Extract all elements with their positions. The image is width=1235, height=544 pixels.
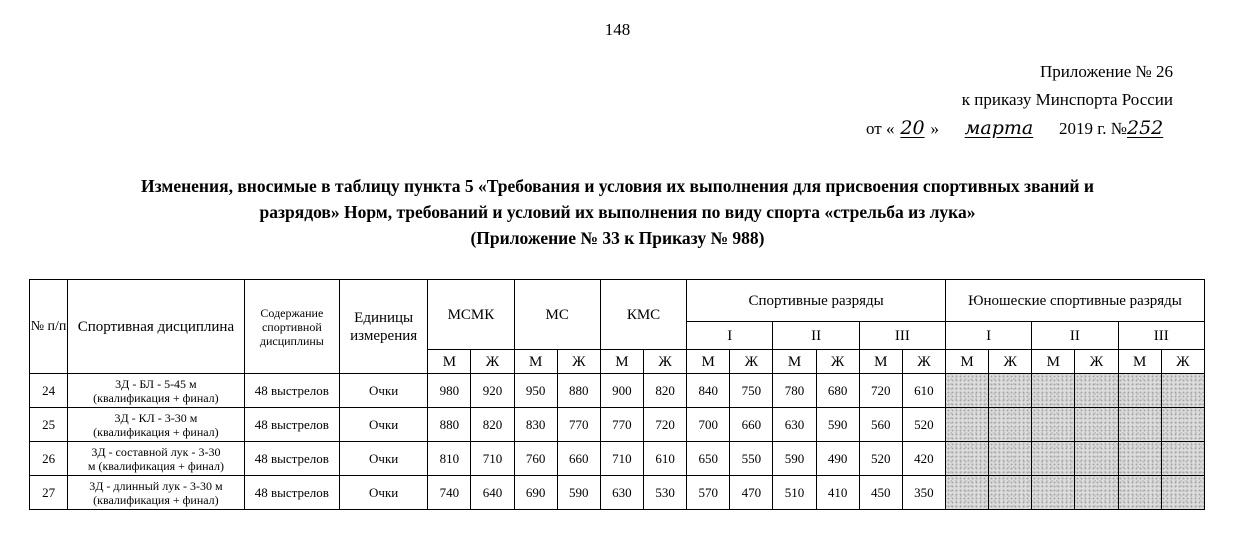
value-cell: 720 bbox=[644, 408, 687, 442]
value-cell: 700 bbox=[687, 408, 730, 442]
header-youth-rank-3: III bbox=[1118, 322, 1204, 350]
value-cell: 350 bbox=[902, 476, 945, 510]
shaded-cell bbox=[1118, 442, 1161, 476]
row-content: 48 выстрелов bbox=[244, 408, 339, 442]
header-rank-2: II bbox=[773, 322, 859, 350]
header-female: Ж bbox=[816, 350, 859, 374]
discipline-line: 3Д - длинный лук - 3-30 м bbox=[89, 478, 223, 493]
header-male: М bbox=[946, 350, 989, 374]
value-cell: 640 bbox=[471, 476, 514, 510]
discipline-line: (квалификация + финал) bbox=[93, 492, 219, 507]
shaded-cell bbox=[1075, 408, 1118, 442]
value-cell: 710 bbox=[600, 442, 643, 476]
value-cell: 420 bbox=[902, 442, 945, 476]
header-content: Содержание спортивной дисциплины bbox=[244, 280, 339, 374]
header-units: Единицы измерения bbox=[340, 280, 428, 374]
row-discipline bbox=[68, 374, 245, 408]
value-cell: 840 bbox=[687, 374, 730, 408]
header-rank-3: III bbox=[859, 322, 945, 350]
row-content: 48 выстрелов bbox=[244, 442, 339, 476]
discipline-line: (квалификация + финал) bbox=[93, 390, 219, 405]
header-female: Ж bbox=[730, 350, 773, 374]
shaded-cell bbox=[946, 476, 989, 510]
handwritten-day: 20 bbox=[900, 117, 925, 139]
shaded-cell bbox=[1075, 476, 1118, 510]
value-cell: 830 bbox=[514, 408, 557, 442]
shaded-cell bbox=[989, 442, 1032, 476]
value-cell: 610 bbox=[644, 442, 687, 476]
header-female: Ж bbox=[557, 350, 600, 374]
header-msmk: МСМК bbox=[428, 280, 514, 350]
shaded-cell bbox=[1075, 374, 1118, 408]
value-cell: 660 bbox=[730, 408, 773, 442]
header-male: М bbox=[859, 350, 902, 374]
value-cell: 510 bbox=[773, 476, 816, 510]
header-female: Ж bbox=[644, 350, 687, 374]
shaded-cell bbox=[1032, 374, 1075, 408]
title-line1: Изменения, вносимые в таблицу пункта 5 «Требования и условия их выполнения для присвоения спортивных званий и bbox=[141, 176, 1094, 196]
value-cell: 710 bbox=[471, 442, 514, 476]
row-num: 25 bbox=[30, 408, 68, 442]
title-line2: разрядов» Норм, требований и условий их выполнения по виду спорта «стрельба из лука» bbox=[259, 202, 976, 222]
row-num: 26 bbox=[30, 442, 68, 476]
row-num: 27 bbox=[30, 476, 68, 510]
value-cell: 780 bbox=[773, 374, 816, 408]
header-female: Ж bbox=[989, 350, 1032, 374]
value-cell: 450 bbox=[859, 476, 902, 510]
value-cell: 410 bbox=[816, 476, 859, 510]
value-cell: 770 bbox=[557, 408, 600, 442]
value-cell: 980 bbox=[428, 374, 471, 408]
discipline-line: м (квалификация + финал) bbox=[87, 458, 224, 473]
shaded-cell bbox=[1118, 408, 1161, 442]
row-num: 24 bbox=[30, 374, 68, 408]
title-line3: (Приложение № 33 к Приказу № 988) bbox=[470, 228, 765, 248]
value-cell: 630 bbox=[773, 408, 816, 442]
appendix-line2: к приказу Минспорта России bbox=[961, 90, 1173, 109]
shaded-cell bbox=[946, 374, 989, 408]
shaded-cell bbox=[1032, 408, 1075, 442]
row-discipline bbox=[68, 476, 245, 510]
header-youth-ranks: Юношеские спортивные разряды bbox=[946, 280, 1205, 322]
value-cell: 820 bbox=[644, 374, 687, 408]
shaded-cell bbox=[989, 374, 1032, 408]
header-male: М bbox=[1032, 350, 1075, 374]
value-cell: 470 bbox=[730, 476, 773, 510]
shaded-cell bbox=[989, 476, 1032, 510]
discipline-line: 3Д - КЛ - 3-30 м bbox=[114, 410, 198, 425]
header-male: М bbox=[687, 350, 730, 374]
row-discipline bbox=[68, 442, 245, 476]
header-num: № п/п bbox=[30, 280, 68, 374]
value-cell: 880 bbox=[557, 374, 600, 408]
value-cell: 550 bbox=[730, 442, 773, 476]
header-kms: КМС bbox=[600, 280, 686, 350]
value-cell: 490 bbox=[816, 442, 859, 476]
value-cell: 760 bbox=[514, 442, 557, 476]
header-male: М bbox=[428, 350, 471, 374]
value-cell: 520 bbox=[902, 408, 945, 442]
shaded-cell bbox=[1118, 476, 1161, 510]
shaded-cell bbox=[1161, 408, 1204, 442]
header-rank-1: I bbox=[687, 322, 773, 350]
header-female: Ж bbox=[902, 350, 945, 374]
value-cell: 590 bbox=[773, 442, 816, 476]
row-content: 48 выстрелов bbox=[244, 374, 339, 408]
shaded-cell bbox=[1075, 442, 1118, 476]
row-units: Очки bbox=[340, 442, 428, 476]
value-cell: 660 bbox=[557, 442, 600, 476]
value-cell: 820 bbox=[471, 408, 514, 442]
shaded-cell bbox=[946, 408, 989, 442]
row-units: Очки bbox=[340, 408, 428, 442]
date-prefix: от « bbox=[866, 119, 895, 138]
header-female: Ж bbox=[1161, 350, 1204, 374]
header-ms: МС bbox=[514, 280, 600, 350]
handwritten-month: марта bbox=[964, 117, 1034, 139]
value-cell: 650 bbox=[687, 442, 730, 476]
value-cell: 880 bbox=[428, 408, 471, 442]
table-row bbox=[30, 374, 1205, 408]
shaded-cell bbox=[1032, 442, 1075, 476]
value-cell: 610 bbox=[902, 374, 945, 408]
value-cell: 720 bbox=[859, 374, 902, 408]
appendix-date-line bbox=[866, 114, 1173, 143]
appendix-line1: Приложение № 26 bbox=[1040, 62, 1173, 81]
value-cell: 920 bbox=[471, 374, 514, 408]
header-male: М bbox=[1118, 350, 1161, 374]
header-youth-rank-1: I bbox=[946, 322, 1032, 350]
header-male: М bbox=[514, 350, 557, 374]
discipline-line: 3Д - составной лук - 3-30 bbox=[91, 444, 221, 459]
shaded-cell bbox=[946, 442, 989, 476]
value-cell: 900 bbox=[600, 374, 643, 408]
value-cell: 740 bbox=[428, 476, 471, 510]
value-cell: 750 bbox=[730, 374, 773, 408]
value-cell: 770 bbox=[600, 408, 643, 442]
value-cell: 690 bbox=[514, 476, 557, 510]
value-cell: 530 bbox=[644, 476, 687, 510]
appendix-block bbox=[866, 58, 1173, 143]
value-cell: 630 bbox=[600, 476, 643, 510]
table-row bbox=[30, 476, 1205, 510]
table-row bbox=[30, 442, 1205, 476]
document-title bbox=[20, 173, 1215, 251]
shaded-cell bbox=[1161, 476, 1204, 510]
row-content: 48 выстрелов bbox=[244, 476, 339, 510]
value-cell: 810 bbox=[428, 442, 471, 476]
value-cell: 570 bbox=[687, 476, 730, 510]
header-discipline: Спортивная дисциплина bbox=[68, 280, 245, 374]
date-year: 2019 г. № bbox=[1058, 119, 1127, 138]
shaded-cell bbox=[1161, 374, 1204, 408]
value-cell: 680 bbox=[816, 374, 859, 408]
row-units: Очки bbox=[340, 374, 428, 408]
shaded-cell bbox=[1032, 476, 1075, 510]
value-cell: 950 bbox=[514, 374, 557, 408]
value-cell: 520 bbox=[859, 442, 902, 476]
discipline-line: 3Д - БЛ - 5-45 м bbox=[115, 376, 197, 391]
header-female: Ж bbox=[1075, 350, 1118, 374]
header-male: М bbox=[773, 350, 816, 374]
table-row bbox=[30, 408, 1205, 442]
table-body bbox=[30, 374, 1205, 510]
shaded-cell bbox=[989, 408, 1032, 442]
row-discipline bbox=[68, 408, 245, 442]
norms-table bbox=[29, 279, 1205, 510]
header-male: М bbox=[600, 350, 643, 374]
shaded-cell bbox=[1118, 374, 1161, 408]
page-number: 148 bbox=[604, 20, 631, 39]
date-mid: » bbox=[930, 119, 939, 138]
shaded-cell bbox=[1161, 442, 1204, 476]
row-units: Очки bbox=[340, 476, 428, 510]
value-cell: 590 bbox=[557, 476, 600, 510]
header-female: Ж bbox=[471, 350, 514, 374]
header-youth-rank-2: II bbox=[1032, 322, 1118, 350]
header-sport-ranks: Спортивные разряды bbox=[687, 280, 946, 322]
value-cell: 590 bbox=[816, 408, 859, 442]
discipline-line: (квалификация + финал) bbox=[93, 424, 219, 439]
handwritten-number: 252 bbox=[1127, 117, 1164, 139]
value-cell: 560 bbox=[859, 408, 902, 442]
